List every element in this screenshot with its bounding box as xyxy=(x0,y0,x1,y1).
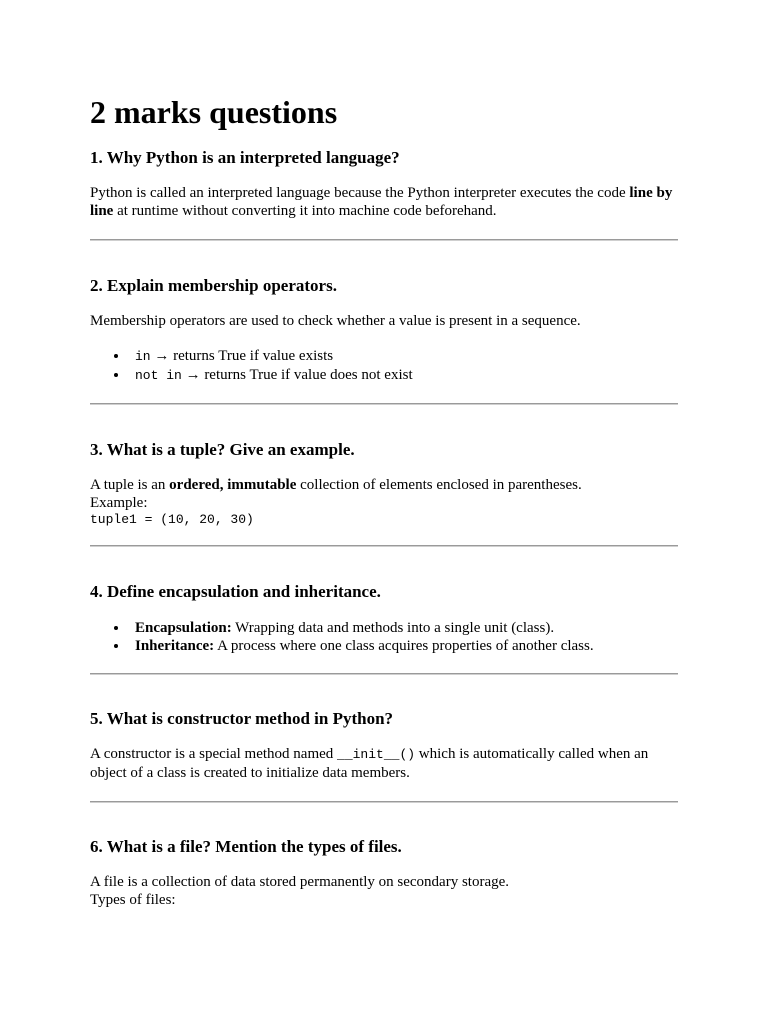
question-6-answer xyxy=(90,873,678,909)
question-6-heading: 6. What is a file? Mention the types of files. xyxy=(90,837,402,856)
question-3 xyxy=(90,439,680,528)
question-4-heading: 4. Define encapsulation and inheritance. xyxy=(90,582,381,601)
term-label: Inheritance: xyxy=(135,638,215,654)
divider-1 xyxy=(90,239,678,241)
list-item-text: Wrapping data and methods into a single unit (class). xyxy=(231,620,555,636)
divider-3 xyxy=(90,545,678,547)
constructor-code: __init__() xyxy=(337,747,416,762)
answer-text: collection of elements enclosed in parentheses. xyxy=(296,477,582,493)
question-2 xyxy=(90,275,680,385)
question-1-heading: 1. Why Python is an interpreted language? xyxy=(90,148,400,167)
answer-bold-text: line by line xyxy=(90,185,673,219)
question-1-answer xyxy=(90,184,678,220)
question-5 xyxy=(90,708,680,782)
divider-2 xyxy=(90,403,678,405)
question-2-answer: Membership operators are used to check whether a value is present in a sequence. xyxy=(90,313,581,329)
example-label: Example: xyxy=(90,495,148,511)
list-item xyxy=(90,619,680,637)
list-item xyxy=(90,366,680,385)
question-5-heading: 5. What is constructor method in Python? xyxy=(90,709,394,728)
question-6 xyxy=(90,836,680,909)
list-item-text: → returns True if value exists xyxy=(150,348,334,364)
code-example: tuple1 = (10, 20, 30) xyxy=(90,512,254,527)
question-1 xyxy=(90,147,680,220)
operator-code: not in xyxy=(135,368,182,383)
question-4 xyxy=(90,581,680,655)
term-label: Encapsulation: xyxy=(135,620,232,636)
question-3-heading: 3. What is a tuple? Give an example. xyxy=(90,440,355,459)
question-3-answer xyxy=(90,476,678,528)
answer-text: A file is a collection of data stored permanently on secondary storage. xyxy=(90,874,510,890)
answer-text: at runtime without converting it into machine code beforehand. xyxy=(113,203,497,219)
answer-text: A tuple is an xyxy=(90,477,170,493)
question-2-bullet-list xyxy=(90,347,680,385)
list-item xyxy=(90,637,680,655)
question-2-heading: 2. Explain membership operators. xyxy=(90,276,337,295)
divider-5 xyxy=(90,801,678,803)
operator-code: in xyxy=(135,349,151,364)
list-item-text: A process where one class acquires properties of another class. xyxy=(214,638,594,654)
answer-text: Types of files: xyxy=(90,892,176,908)
answer-text: which is automatically called when an object of a class is created to initialize data members. xyxy=(90,746,649,781)
divider-4 xyxy=(90,673,678,675)
answer-text: Python is called an interpreted language because the Python interpreter executes the code xyxy=(90,185,630,201)
list-item-text: → returns True if value does not exist xyxy=(181,367,413,383)
question-5-answer xyxy=(90,745,678,782)
page-title: 2 marks questions xyxy=(90,94,338,130)
answer-text: A constructor is a special method named xyxy=(90,746,338,762)
answer-bold-text: ordered, immutable xyxy=(169,477,297,493)
question-4-bullet-list xyxy=(90,619,680,655)
list-item xyxy=(90,347,680,366)
